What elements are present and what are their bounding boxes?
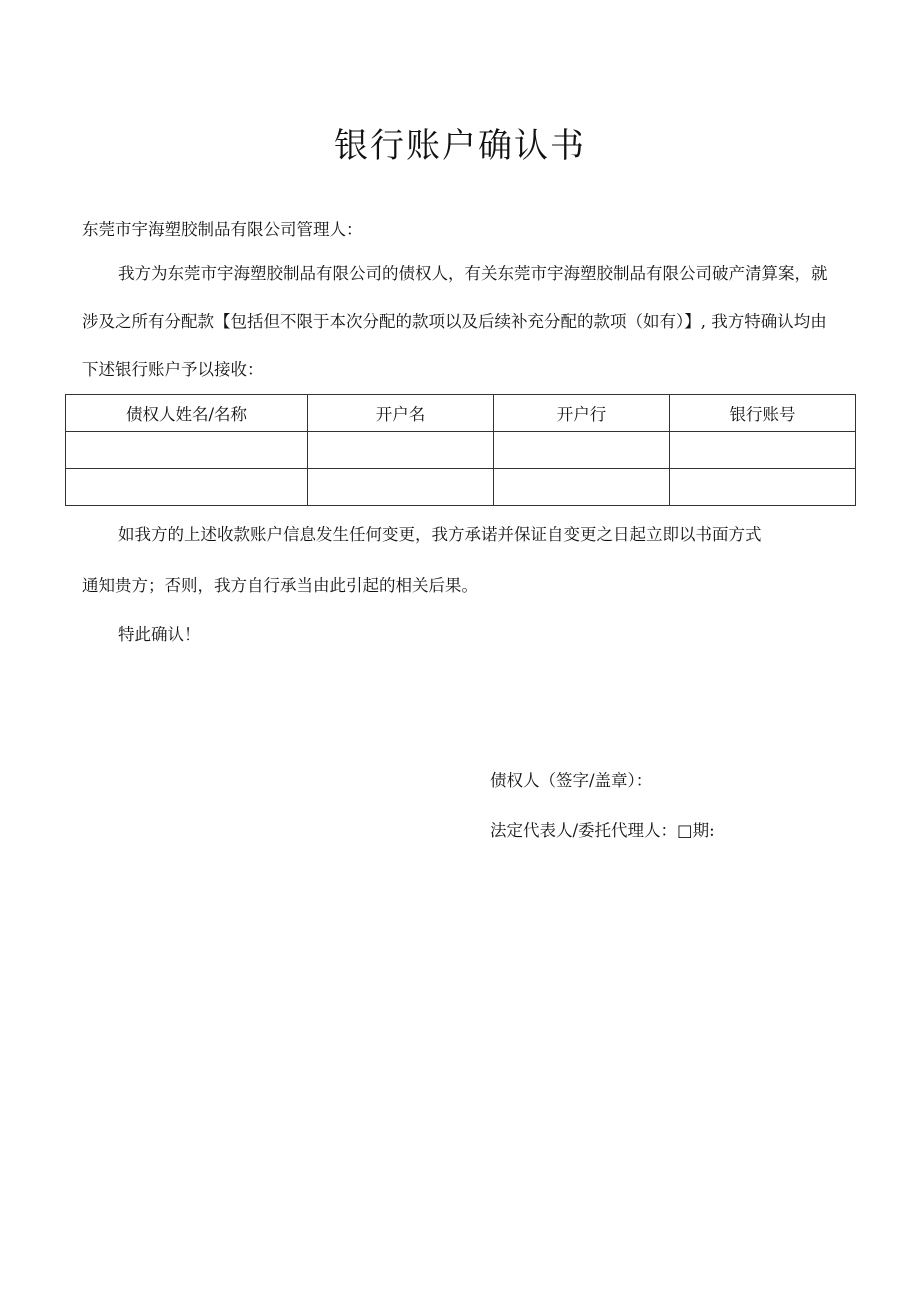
signature-representative: 法定代表人/委托代理人：□期: [490, 821, 715, 840]
table-header-row [66, 395, 856, 432]
table-row [66, 469, 856, 506]
cell-bank [494, 469, 670, 506]
cell-creditor-name [66, 432, 308, 469]
paragraph1-line1: 我方为东莞市宇海塑胶制品有限公司的债权人，有关东莞市宇海塑胶制品有限公司破产清算案，就 [118, 264, 828, 283]
header-account-number: 银行账号 [670, 395, 856, 432]
signature-creditor: 债权人（签字/盖章）： [490, 771, 653, 790]
cell-account-number [670, 469, 856, 506]
paragraph2-line1: 如我方的上述收款账户信息发生任何变更，我方承诺并保证自变更之日起立即以书面方式 [118, 525, 762, 544]
addressee: 东莞市宇海塑胶制品有限公司管理人： [82, 220, 363, 239]
header-bank: 开户行 [494, 395, 670, 432]
cell-account-name [308, 432, 494, 469]
table-row [66, 432, 856, 469]
document-title: 银行账户确认书 [334, 126, 586, 166]
paragraph2-line2: 通知贵方；否则，我方自行承当由此引起的相关后果。 [82, 576, 478, 595]
cell-creditor-name [66, 469, 308, 506]
cell-account-number [670, 432, 856, 469]
paragraph1-line3: 下述银行账户予以接收： [82, 360, 264, 379]
cell-account-name [308, 469, 494, 506]
header-creditor-name: 债权人姓名/名称 [66, 395, 308, 432]
header-account-name: 开户名 [308, 395, 494, 432]
closing-statement: 特此确认！ [118, 625, 201, 644]
paragraph1-line2: 涉及之所有分配款【包括但不限于本次分配的款项以及后续补充分配的款项（如有）】, 我方特确认均由 [82, 312, 827, 331]
cell-bank [494, 432, 670, 469]
bank-account-table [65, 394, 856, 506]
